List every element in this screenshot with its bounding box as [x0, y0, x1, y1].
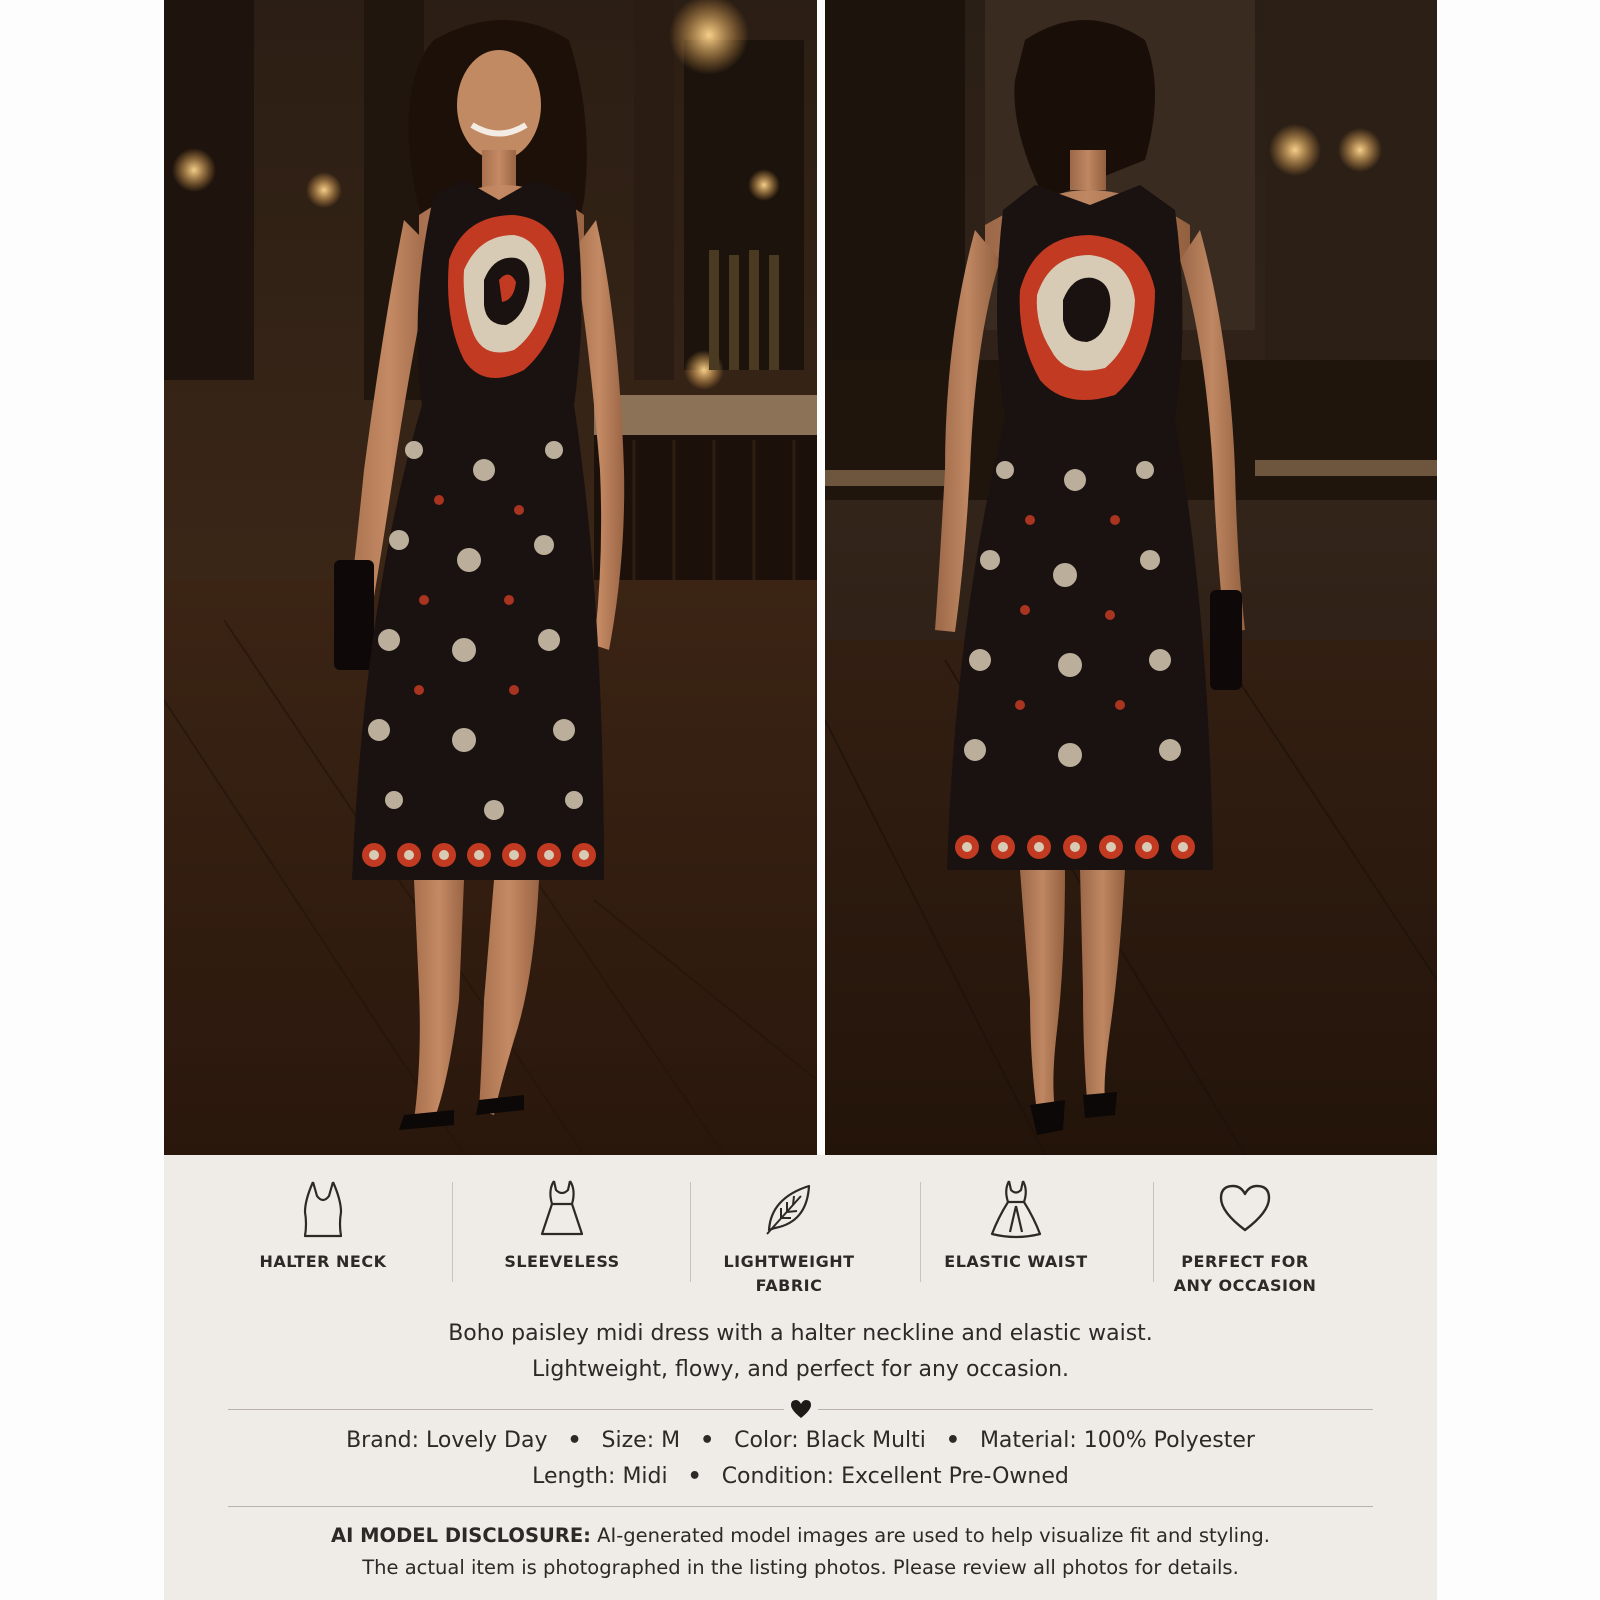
- divider-line-right: [818, 1409, 1373, 1410]
- separator: •: [945, 1428, 960, 1453]
- details-line-2: [164, 1464, 1437, 1489]
- heart-divider-icon: [790, 1398, 812, 1420]
- separator: •: [700, 1428, 715, 1453]
- disclosure-text-1: AI-generated model images are used to help visualize fit and styling.: [597, 1524, 1270, 1547]
- description-line-1: Boho paisley midi dress with a halter neckline and elastic waist.: [448, 1321, 1153, 1346]
- leaf-icon: [761, 1178, 817, 1240]
- feature-divider: [452, 1182, 453, 1282]
- disclosure-divider: [228, 1506, 1373, 1507]
- photo-divider: [817, 0, 825, 1155]
- feature-divider: [920, 1182, 921, 1282]
- feature-divider: [690, 1182, 691, 1282]
- heart-icon: [1217, 1178, 1273, 1240]
- feature-label: ELASTIC WAIST: [944, 1252, 1088, 1271]
- sleeveless-dress-icon: [534, 1178, 590, 1240]
- feature-halter-neck: [218, 1160, 428, 1274]
- feature-elastic-waist: [911, 1160, 1121, 1274]
- separator: •: [567, 1428, 582, 1453]
- feature-label: PERFECT FOR ANY OCCASION: [1173, 1252, 1317, 1295]
- feature-row: [164, 1160, 1437, 1310]
- color-detail: Color: Black Multi: [734, 1428, 926, 1453]
- condition-detail: Condition: Excellent Pre-Owned: [721, 1464, 1069, 1489]
- description-line-2: Lightweight, flowy, and perfect for any occasion.: [531, 1357, 1070, 1382]
- front-model-photo[interactable]: [164, 0, 817, 1155]
- details-line-1: [164, 1428, 1437, 1453]
- flared-dress-icon: [988, 1178, 1044, 1240]
- feature-label: LIGHTWEIGHT FABRIC: [723, 1252, 855, 1295]
- feature-sleeveless: [457, 1160, 667, 1274]
- halter-top-icon: [295, 1178, 351, 1240]
- disclosure-heading: AI MODEL DISCLOSURE:: [331, 1524, 591, 1547]
- brand-detail: Brand: Lovely Day: [346, 1428, 548, 1453]
- feature-label: SLEEVELESS: [504, 1252, 620, 1271]
- feature-lightweight-fabric: [684, 1160, 894, 1298]
- feature-label: HALTER NECK: [259, 1252, 387, 1271]
- disclosure-line-1: [164, 1524, 1437, 1547]
- divider-line-left: [228, 1409, 784, 1410]
- feature-perfect-for-any-occasion: [1140, 1160, 1350, 1298]
- length-detail: Length: Midi: [532, 1464, 668, 1489]
- back-model-photo[interactable]: [825, 0, 1437, 1155]
- separator: •: [687, 1464, 702, 1489]
- disclosure-line-2: The actual item is photographed in the listing photos. Please review all photos for details.: [362, 1556, 1239, 1579]
- material-detail: Material: 100% Polyester: [979, 1428, 1255, 1453]
- size-detail: Size: M: [601, 1428, 681, 1453]
- feature-divider: [1153, 1182, 1154, 1282]
